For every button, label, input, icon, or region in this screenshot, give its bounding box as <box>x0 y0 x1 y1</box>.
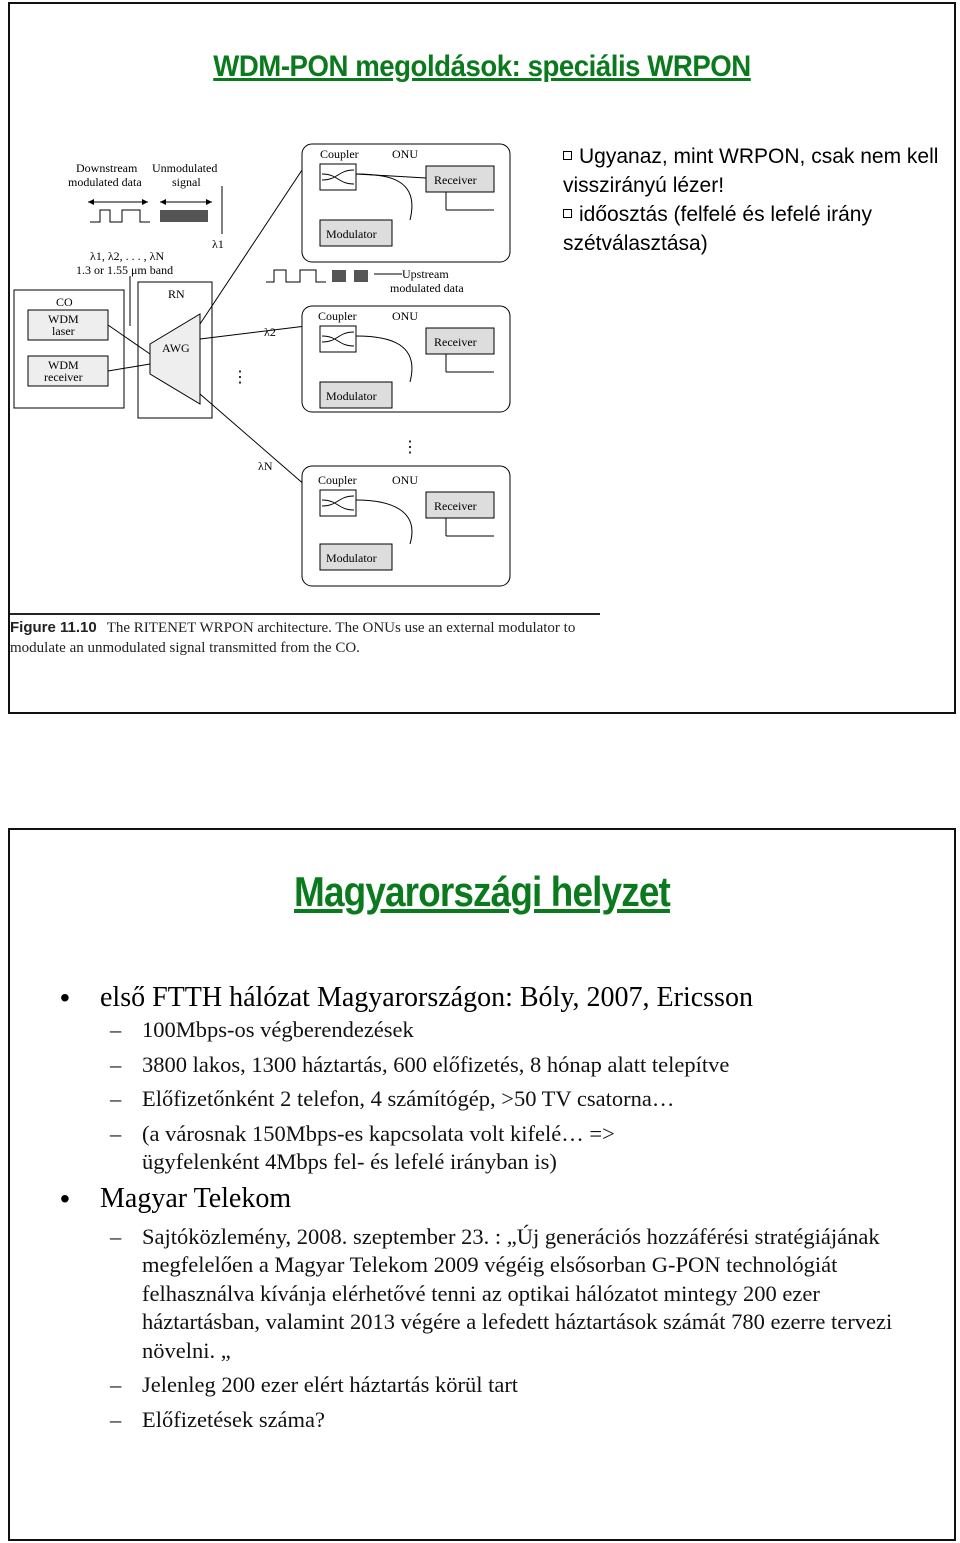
svg-text:Modulator: Modulator <box>326 551 377 565</box>
slide-title: Magyarországi helyzet <box>294 868 670 915</box>
bullet-l1: • Magyar Telekom <box>100 1181 950 1217</box>
lambdaN-label: λN <box>258 459 273 473</box>
lambda-list-label: λ1, λ2, . . . , λN <box>90 249 165 263</box>
upstream-label-2: modulated data <box>390 281 464 295</box>
slide1-bullets <box>563 142 953 258</box>
wdm-receiver-label: WDM <box>48 358 79 372</box>
slide2-content <box>10 980 950 1434</box>
band-label: 1.3 or 1.55 μm band <box>76 263 174 277</box>
bullet-item: időosztás (felfelé és lefelé irány szétválasztása) <box>563 203 872 255</box>
wrpon-architecture-diagram <box>10 134 530 604</box>
bullet-l2: – 3800 lakos, 1300 háztartás, 600 előfizetés, 8 hónap alatt telepítve <box>142 1051 950 1080</box>
figure-caption <box>10 618 600 658</box>
svg-text:Receiver: Receiver <box>434 499 477 513</box>
svg-text:ONU: ONU <box>392 309 418 323</box>
wdm-receiver-label-2: receiver <box>44 370 83 384</box>
awg-label: AWG <box>162 341 190 355</box>
bullet-l2: – Előfizetőnként 2 telefon, 4 számítógép, >50 TV csatorna… <box>142 1085 950 1114</box>
checkbox-bullet-icon <box>563 151 572 160</box>
svg-text:⋮: ⋮ <box>402 439 418 456</box>
upstream-label: Upstream <box>402 267 449 281</box>
downstream-label: Downstream <box>76 161 138 175</box>
svg-text:Coupler: Coupler <box>318 473 357 487</box>
bullet-l1: • első FTTH hálózat Magyarországon: Bóly, 2007, Ericsson <box>100 980 950 1016</box>
svg-text:Receiver: Receiver <box>434 173 477 187</box>
figure-label: Figure 11.10 <box>10 619 97 636</box>
bullet-l2: – Jelenleg 200 ezer elért háztartás körül tart <box>142 1371 950 1400</box>
lambda1-label: λ1 <box>212 237 224 251</box>
slide-hungary <box>8 828 956 1541</box>
downstream-label-2: modulated data <box>68 175 142 189</box>
svg-text:Modulator: Modulator <box>326 227 377 241</box>
svg-text:Coupler: Coupler <box>320 147 359 161</box>
wdm-laser-label: WDM <box>48 312 79 326</box>
onu-n <box>302 466 510 586</box>
caption-rule <box>10 613 600 615</box>
bullet-item: Ugyanaz, mint WRPON, csak nem kell visszirányú lézer! <box>563 145 939 197</box>
unmodulated-label-2: signal <box>172 175 201 189</box>
svg-text:Modulator: Modulator <box>326 389 377 403</box>
svg-text:ONU: ONU <box>392 147 418 161</box>
co-label: CO <box>56 295 73 309</box>
bullet-l2: – Sajtóközlemény, 2008. szeptember 23. : „Új generációs hozzáférési stratégiájának megfelelően a Magyar Telekom 2009 végéig elsősorban G-PON technológiát felhasználva kívánja elérhetővé tenni az optikai hálózatot mintegy 200 ezer háztartásban, valamint 2013 végére a lefedett háztartások számát 780 ezerre tervezi növelni. „ <box>142 1223 922 1366</box>
rn-label: RN <box>168 287 185 301</box>
onu-2 <box>302 306 510 412</box>
svg-text:⋮: ⋮ <box>232 369 248 386</box>
bullet-l2: – Előfizetések száma? <box>142 1406 950 1435</box>
svg-text:Coupler: Coupler <box>318 309 357 323</box>
slide-wrpon <box>8 2 956 714</box>
wdm-laser-label-2: laser <box>52 324 75 338</box>
svg-text:Receiver: Receiver <box>434 335 477 349</box>
checkbox-bullet-icon <box>563 209 572 218</box>
figure-caption-text: The RITENET WRPON architecture. The ONUs use an external modulator to modulate an unmodulated signal transmitted from the CO. <box>10 620 576 656</box>
slide-title: WDM-PON megoldások: speciális WRPON <box>213 50 751 83</box>
svg-text:ONU: ONU <box>392 473 418 487</box>
bullet-l2: – (a városnak 150Mbps-es kapcsolata volt kifelé… => ügyfelenként 4Mbps fel- és lefelé irányban is) <box>142 1120 722 1177</box>
unmodulated-label: Unmodulated <box>152 161 218 175</box>
lambda2-label: λ2 <box>264 325 276 339</box>
bullet-l2: – 100Mbps-os végberendezések <box>142 1016 950 1045</box>
onu-1 <box>302 144 510 262</box>
